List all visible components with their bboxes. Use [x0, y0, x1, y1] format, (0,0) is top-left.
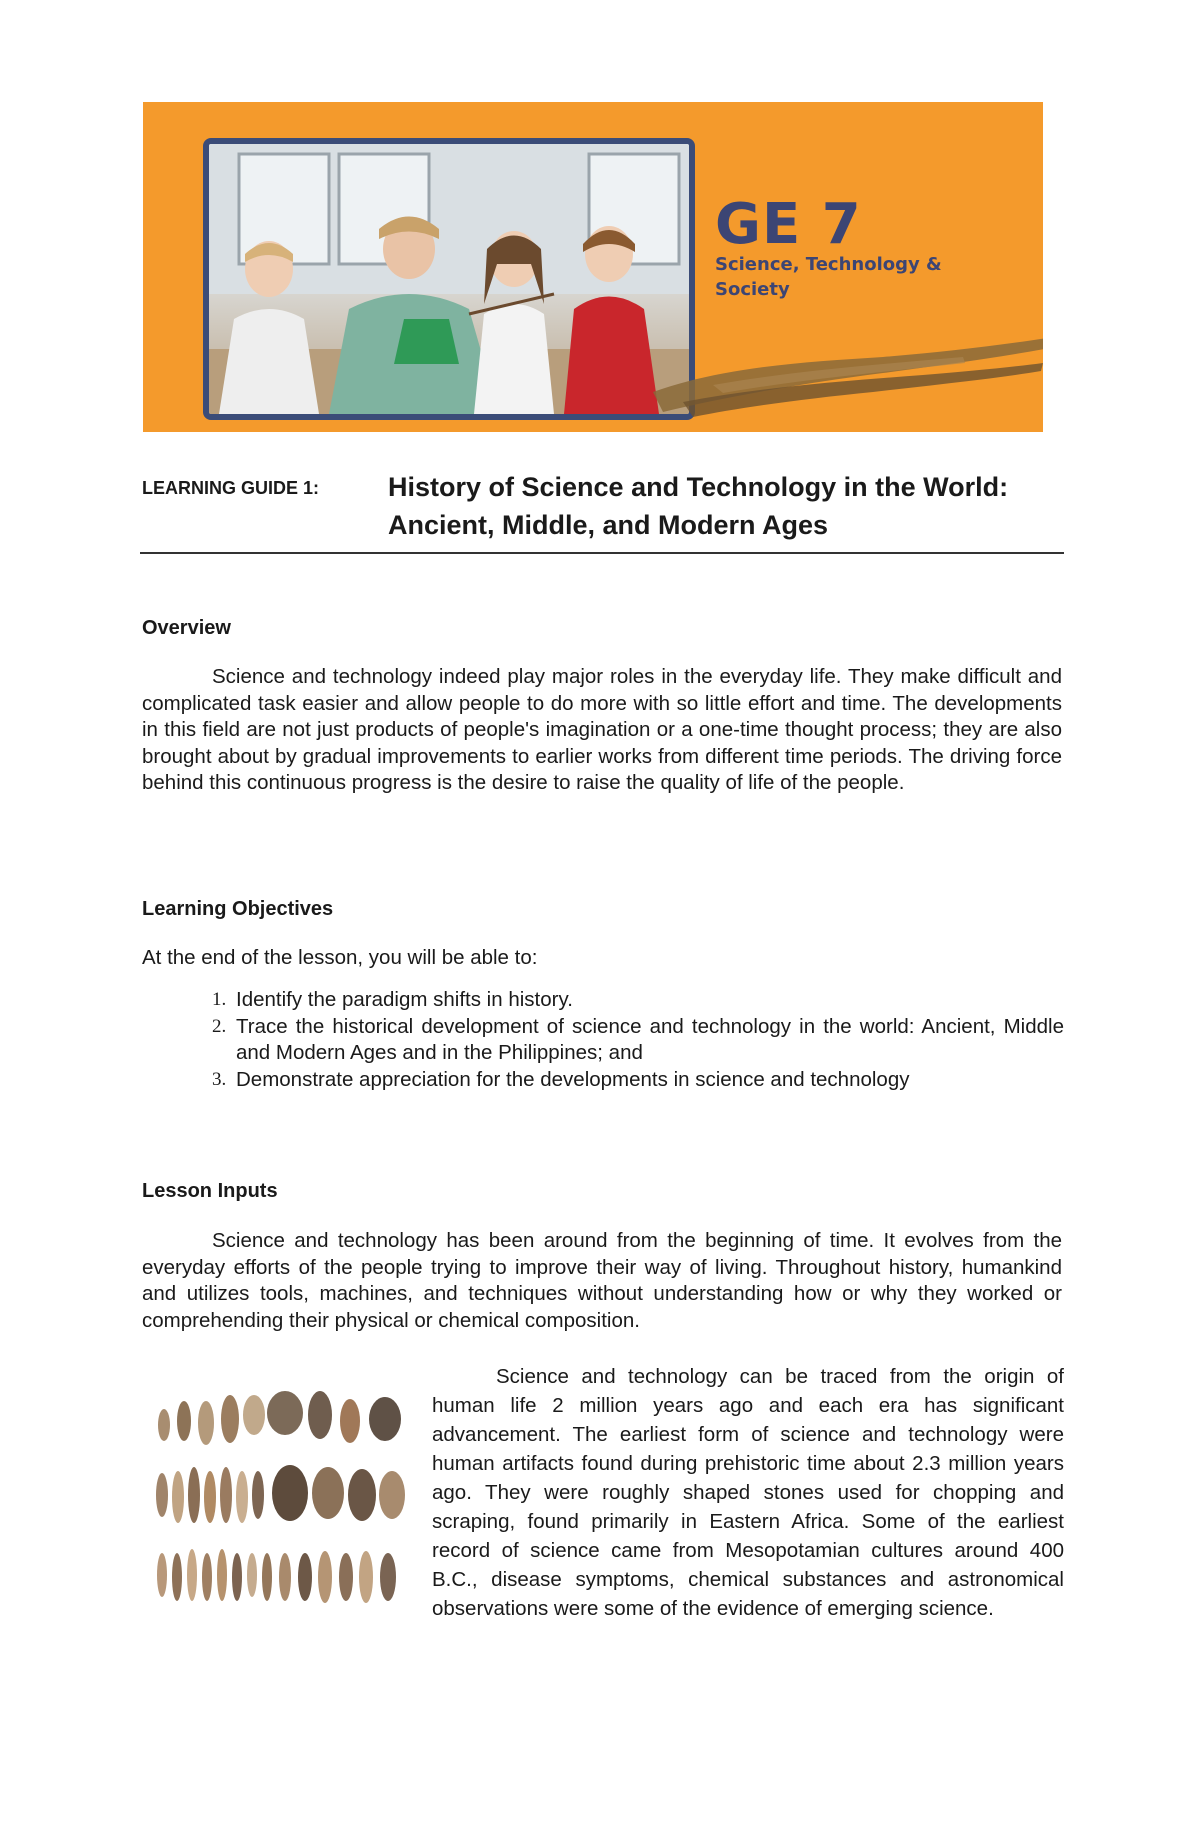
header-divider — [140, 552, 1064, 554]
classroom-photo-icon — [209, 144, 689, 414]
objective-number: 1. — [212, 989, 227, 1010]
lesson-paragraph-1: Science and technology has been around from the beginning of time. It evolves from the everyday efforts of the people trying to improve their way of living. Throughout history, humankind and utilizes tools, machines, and techniques without understanding how or why they worked or comprehending their physical or chemical composition. — [142, 1229, 1062, 1332]
stone-artifacts-image — [150, 1385, 412, 1620]
objective-number: 2. — [212, 1015, 227, 1037]
brush-stroke-icon — [643, 307, 1043, 427]
objective-number: 3. — [212, 1068, 227, 1090]
course-name: Science, Technology & Society — [715, 254, 942, 300]
overview-paragraph: Science and technology indeed play major roles in the everyday life. They make difficult and complicated task easier and allow people to do more with so little effort and time. The developments in this field are not just products of people's imagination or a one-time thought process; they are also brought about by gradual improvements to earlier works from different time periods. The driving force behind this continuous progress is the desire to raise the quality of life of the people. — [142, 665, 1062, 794]
objective-text: Identify the paradigm shifts in history. — [236, 988, 573, 1011]
learning-guide-label: LEARNING GUIDE 1: — [142, 478, 320, 498]
lesson-paragraph-2: Science and technology can be traced from the origin of human life 2 million years ago and each era has significant advancement. The earliest form of science and technology were human artifacts found during prehistoric time about 2.3 million years ago. They were roughly shaped stones used for chopping and scraping, found primarily in Eastern Africa. Some of the earliest record of science came from Mesopotamian cultures around 400 B.C., disease symptoms, chemical substances and astronomical observations were some of the evidence of emerging science. — [432, 1365, 1064, 1620]
objective-item — [212, 987, 1064, 1014]
objectives-list — [212, 987, 1064, 1093]
learning-guide-title: History of Science and Technology in the World: Ancient, Middle, and Modern Ages — [388, 472, 1009, 540]
overview-heading: Overview — [142, 617, 231, 639]
objective-text: Demonstrate appreciation for the developments in science and technology — [236, 1067, 910, 1091]
objective-item — [212, 1067, 1064, 1094]
objective-item — [212, 1014, 1064, 1067]
lesson-inputs-heading: Lesson Inputs — [142, 1180, 278, 1202]
classroom-photo — [203, 138, 695, 420]
objectives-intro: At the end of the lesson, you will be able to: — [142, 946, 538, 969]
objectives-heading: Learning Objectives — [142, 898, 334, 920]
course-code: GE 7 — [715, 192, 862, 257]
objective-text: Trace the historical development of science and technology in the world: Ancient, Middle and Modern Ages and in the Philippines; and — [236, 1014, 1064, 1064]
course-banner — [143, 102, 1043, 432]
